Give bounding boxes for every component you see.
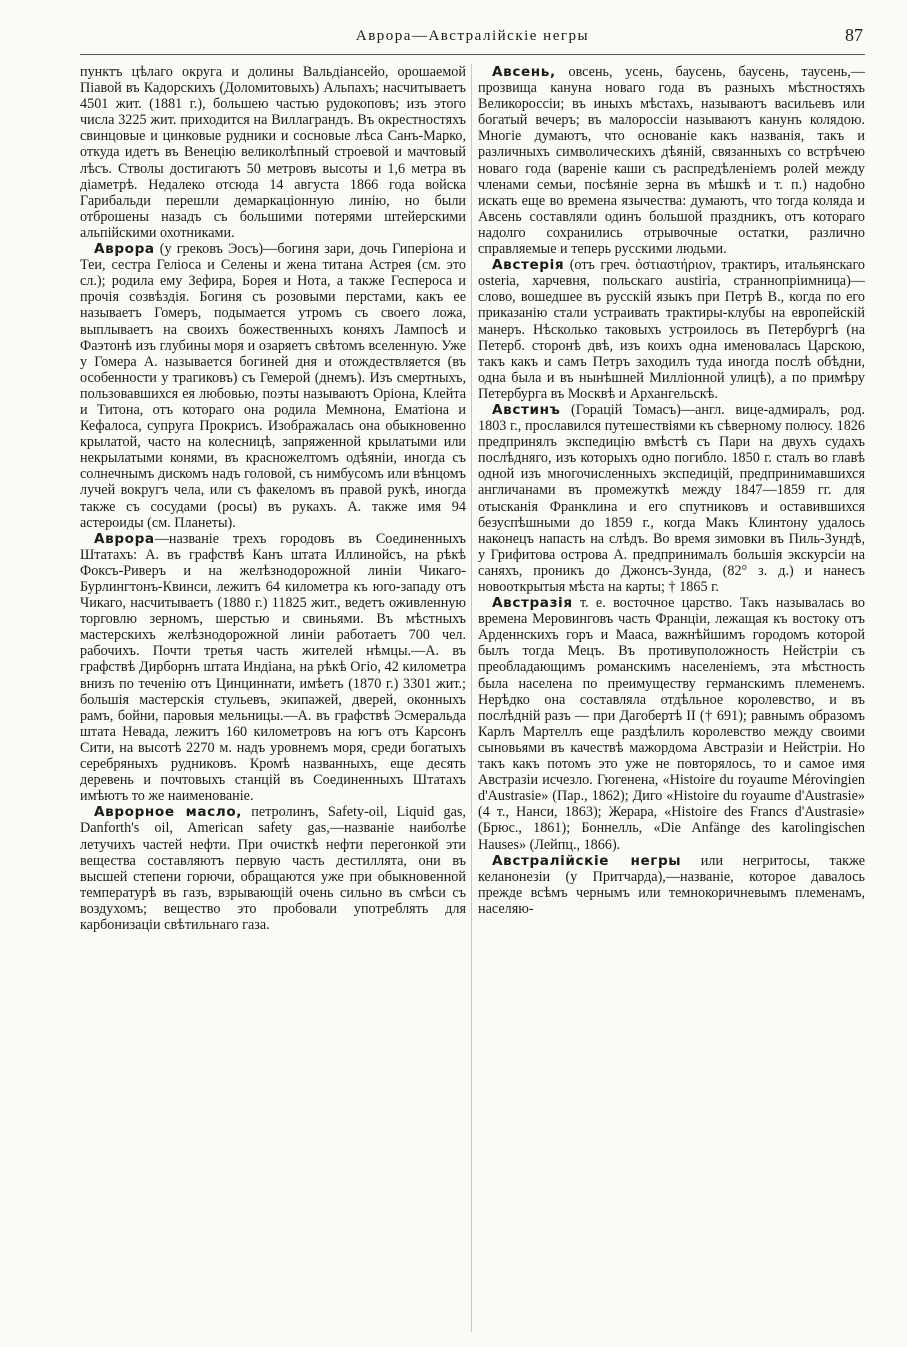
entry-avrora-towns	[80, 531, 466, 805]
entry-headword: Австерія	[492, 257, 565, 274]
entry-text: (отъ греч. ὀστιαστήριον, трактиръ, итальянскаго osteria, харчевня, польскаго austiria, страннопріимница)—слово, вошедшее въ русскій языкъ при Петрѣ В., когда по его приказанію стали устраивать трактиры-клубы на европейскій манеръ. Нѣсколько таковыхъ устроилось въ Петербургѣ (на Петерб. сторонѣ двѣ, изъ коихъ одна именовалась Царскою, такъ какъ и самъ Петръ заходилъ туда иногда послѣ обѣдни, одна была и въ нынѣшней Милліонной улицѣ), а по примѣру Петербурга въ Москвѣ и Архангельскѣ.	[478, 257, 865, 402]
header-title: Аврора—Австралійскіе негры	[355, 28, 590, 44]
entry-headword: Авсень,	[492, 64, 556, 80]
entry-text: —названіе трехъ городовъ въ Соединенныхъ Штатахъ: А. въ графствѣ Канъ штата Иллинойсъ, на рѣкѣ Фоксъ-Риверъ и на желѣзнодорожной линіи Чикаго-Бурлингтонъ-Квинси, лежитъ 64 километра къ юго-западу отъ Чикаго, насчитываетъ (1880 г.) 11825 жит., ведетъ оживленную торговлю зерномъ, шерстью и свиньями. Въ мѣстныхъ мастерскихъ желѣзнодорожной линіи работаетъ 700 чел. рабочихъ. Почти третья часть жителей нѣмцы.—А. въ графствѣ Дирборнъ штата Индіана, на рѣкѣ Огіо, 42 километра внизъ по теченію отъ Цинциннати, имѣетъ (1870 г.) 3301 жит.; большія мастерскія стульевъ, экипажей, дверей, оконныхъ рамъ, бойни, паровыя мельницы.—А. въ графствѣ Эсмеральда штата Невада, лежитъ 160 километровъ на югъ отъ Карсонъ Сити, на высотѣ 2270 м. надъ уровнемъ моря, среди богатыхъ серебряныхъ рудниковъ. Кромѣ названныхъ, еще десять деревень и почтовыхъ станцій въ Соединенныхъ Штатахъ имѣютъ то же наименованіе.	[80, 530, 466, 805]
entry-avstraliyskie-negry	[478, 853, 865, 917]
entry-text: пунктъ цѣлаго округа и долины Вальдіансейо, орошаемой Піавой въ Кадорскихъ (Доломитовыхъ) Альпахъ; насчитываетъ 4501 жит. (1881 г.), большею частью рудокоповъ; изъ этого числа 3225 жит. приходится на Виллаграндъ. Въ окрестностяхъ свинцовые и цинковые рудники и сосновые лѣса Санъ-Марко, откуда идетъ въ Венецію великолѣпный строевой и мачтовый лѣсъ. Стволы достигаютъ 50 метровъ высоты и 1,6 метра въ діаметрѣ. Недалеко отсюда 14 августа 1866 года войска Гарибальди перешли демаркаціонную линію, но были отброшены назадъ съ большими потерями штейерскими альпійскими охотниками.	[80, 64, 466, 241]
entry-text: овсень, усень, баусень, баусень, таусень,—прозвища кануна новаго года въ разныхъ мѣстностяхъ Великороссіи; въ иныхъ мѣстахъ, называютъ васильевъ или богатый вечеръ; въ малороссіи называютъ канунъ колядою. Многіе думаютъ, что основаніе какъ названія, такъ и различныхъ символическихъ дѣяній, связанныхъ со встрѣчею новаго года (вареніе каши съ распредѣленіемъ ролей между членами семьи, посѣяніе зерна въ мѣшкѣ и т. п.) надобно искать еще во времена язычества: думаютъ, что тогда коляда и Авсень составляли одинъ большой праздникъ, отъ котораго надолго сохранились отрывочные остатки, различно справляемые и теперь русскими людьми.	[478, 64, 865, 258]
running-header	[80, 25, 865, 55]
entry-avrornoe-maslo	[80, 804, 466, 933]
entry-continuation	[80, 64, 466, 241]
entry-avsen	[478, 64, 865, 257]
column-divider	[471, 64, 472, 1332]
entry-headword: Австралійскіе негры	[492, 852, 682, 869]
entry-avrora-goddess	[80, 241, 466, 531]
entry-avsteriya	[478, 257, 865, 402]
entry-headword: Австразія	[492, 595, 573, 612]
entry-text: (у грековъ Эосъ)—богиня зари, дочь Гиперіона и Теи, сестра Геліоса и Селены и жена титана Астрея (см. это сл.); родила ему Зефира, Борея и Нота, а также Геспероса и прочія созвѣздія. Богиня съ розовыми перстами, какъ ее называетъ Гомеръ, подымается утромъ съ своего ложа, выплываетъ на своихъ божественныхъ коняхъ Лампосѣ и Фаэтонѣ изъ глубины моря и озаряетъ свѣтомъ вселенную. Уже у Гомера А. называется богиней дня и отождествляется (въ особенности у трагиковъ) съ Гемерой (днемъ). Изъ смертныхъ, пользовавшихся ея любовью, поэты называютъ Оріона, Клейта и Титона, отъ котораго она родила Мемнона, Ематіона и Кефалоса, супруга Прокрисъ. Изображалась она обыкновенно крылатой, часто на колесницѣ, запряженной крылатыми или некрылатыми конями, въ красножелтомъ одѣяніи, иногда съ солнечнымъ дискомъ надъ головой, съ нимбусомъ или вѣнцомъ лучей вокругъ чела, или съ факеломъ въ правой рукѣ, иногда также съ сосудами (росы) въ рукахъ. А. также имя 94 астероиды (см. Планеты).	[80, 241, 466, 531]
left-column	[80, 64, 466, 933]
entry-headword: Аврора	[94, 241, 155, 258]
entry-headword: Аврора	[94, 530, 155, 547]
right-column	[478, 64, 865, 917]
entry-avstin	[478, 402, 865, 595]
entry-headword: Австинъ	[492, 401, 561, 418]
entry-text: т. е. восточное царство. Такъ называлась во времена Меровинговъ часть Франціи, лежащая къ востоку отъ Арденнскихъ горъ и Мааса, важнѣйшимъ городомъ которой былъ тогда Мецъ. Въ противуположность Нейстріи съ преобладающимъ романскимъ населеніемъ, эта мѣстность была населена по преимуществу германскимъ племенемъ. Нерѣдко она составляла отдѣльное королевство, и въ послѣдній разъ — при Дагобертѣ II († 691); равнымъ образомъ Карлъ Мартеллъ еще раздѣлилъ королевство между своими сыновьями въ качествѣ мажордома Австразіи и Нейстріи. Но такъ какъ потомъ это уже не повторялось, то и самое имя Австразіи исчезло. Гюгенена, «Histoire du royaume Mérovingien d'Austrasie» (Пар., 1862); Диго «Histoire du royaume d'Austrasie» (4 т., Нанси, 1863); Жерара, «Histoire des Francs d'Austrasie» (Брюс., 1861); Боннелль, «Die Anfänge des karolingischen Hauses» (Лейпц., 1866).	[478, 595, 865, 853]
entry-text: петролинъ, Safety-oil, Liquid gas, Danforth's oil, American safety gas,—названіе наиболѣе летучихъ частей нефти. При очисткѣ нефти перегонкой эти вещества составляютъ первую часть дестиллята, они въ высшей степени горючи, обращаются уже при обыкновенной температурѣ въ газъ, взрывающій очень сильно въ смѣси съ воздухомъ; вещество это пробовали употреблять для карбонизаціи свѣтильнаго газа.	[80, 804, 466, 933]
entry-avstraziya	[478, 595, 865, 853]
entry-text: или негритосы, также келанонезіи (у Притчарда),—названіе, которое давалось прежде всѣмъ чернымъ или темнокоричневымъ племенамъ, населяю-	[478, 852, 865, 917]
entry-headword: Аврорное масло,	[94, 804, 243, 821]
entry-text: (Горацій Томасъ)—англ. вице-адмиралъ, род. 1803 г., прославился путешествіями къ сѣверному полюсу. 1826 предпринялъ экспедицію вмѣстѣ съ Пари на двухъ судахъ послѣдняго, изъ которыхъ одно погибло. 1850 г. сталъ во главѣ одной изъ многочисленныхъ экспедицій, предпринимавшихся англичанами въ промежуткѣ между 1847—1859 гг. для отысканія Франклина и его спутниковъ и оставившихся безуспѣшными до 1859 г., когда Макъ Клинтону удалось наконецъ напасть на слѣдъ. Во время зимовки въ Пиль-Зундѣ, у Грифитова острова А. предпринималъ большія экскурсіи на саняхъ, проникъ до Джонсъ-Зунда, (82° з. д.) и нанесъ новооткрытыя мѣста на карты; † 1865 г.	[478, 401, 865, 595]
page-number: 87	[845, 25, 863, 45]
